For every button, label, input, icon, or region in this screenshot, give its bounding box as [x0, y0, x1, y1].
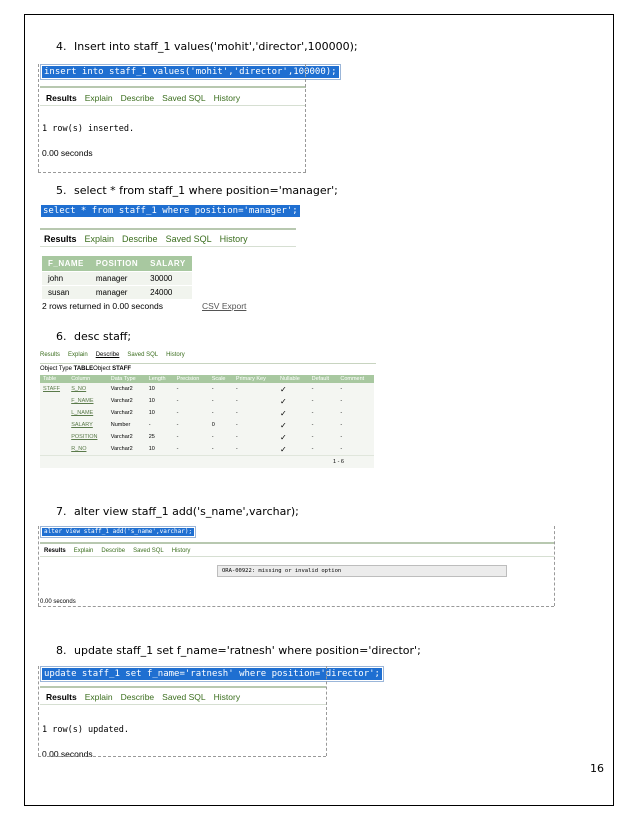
rows-summary: 2 rows returned in 0.00 seconds — [42, 301, 163, 311]
table-cell — [40, 431, 68, 443]
tab-history[interactable]: History — [219, 234, 248, 244]
table-cell — [40, 395, 68, 407]
table-cell: - — [233, 395, 277, 407]
nullable-check-icon: ✓ — [277, 419, 309, 431]
section-5-heading: 5. select * from staff_1 where position='manager'; — [56, 184, 338, 197]
table-cell: - — [233, 431, 277, 443]
table-cell: - — [209, 383, 233, 395]
table-cell: 10 — [146, 395, 174, 407]
row-range: 1 - 6 — [40, 455, 374, 468]
result-message: 1 row(s) inserted. — [42, 124, 135, 134]
table-row: john manager 30000 — [42, 272, 192, 286]
column-header[interactable]: Comment — [337, 375, 374, 383]
section-8-heading: 8. update staff_1 set f_name='ratnesh' where position='director'; — [56, 644, 421, 657]
table-cell: - — [309, 419, 338, 431]
editor-divider — [40, 228, 296, 230]
result-message: 1 row(s) updated. — [42, 725, 129, 735]
table-row — [40, 407, 374, 419]
table-cell: - — [309, 383, 338, 395]
tab-history[interactable]: History — [171, 548, 191, 554]
table-cell: Varchar2 — [108, 383, 146, 395]
results-table: F_NAME POSITION SALARY john manager 30000 susan manager 24000 — [42, 256, 192, 299]
table-row — [40, 383, 374, 395]
tab-describe[interactable]: Describe — [95, 352, 120, 358]
section-5-screenshot — [40, 204, 296, 313]
tab-results[interactable]: Results — [46, 93, 77, 103]
table-cell: - — [174, 443, 209, 455]
sql-editor[interactable]: insert into staff_1 values('mohit','director',100000); — [40, 64, 341, 80]
table-cell[interactable]: SALARY — [68, 419, 108, 431]
tab-results[interactable]: Results — [44, 548, 66, 554]
result-tabs — [46, 93, 306, 103]
nullable-check-icon: ✓ — [277, 395, 309, 407]
table-cell: - — [309, 431, 338, 443]
column-header[interactable]: Default — [309, 375, 338, 383]
table-cell: 10 — [146, 407, 174, 419]
tab-history[interactable]: History — [213, 93, 241, 103]
table-cell: - — [233, 443, 277, 455]
table-cell[interactable]: POSITION — [68, 431, 108, 443]
tab-explain[interactable]: Explain — [84, 234, 115, 244]
table-cell: - — [337, 407, 374, 419]
section-4-heading: 4. Insert into staff_1 values('mohit','director',100000); — [56, 40, 358, 53]
table-cell: Varchar2 — [108, 407, 146, 419]
column-header[interactable]: Precision — [174, 375, 209, 383]
tab-explain[interactable]: Explain — [73, 548, 94, 554]
table-cell: Number — [108, 419, 146, 431]
table-cell: - — [209, 443, 233, 455]
tab-saved-sql[interactable]: Saved SQL — [133, 548, 164, 554]
sql-editor[interactable]: alter view staff_1 add('s_name',varchar); — [40, 526, 196, 538]
csv-export-link[interactable]: CSV Export — [202, 301, 247, 311]
editor-divider — [40, 86, 306, 88]
column-header[interactable]: Length — [146, 375, 174, 383]
nullable-check-icon: ✓ — [277, 431, 309, 443]
timing: 0.00 seconds — [40, 599, 76, 605]
nullable-check-icon: ✓ — [277, 383, 309, 395]
describe-table — [40, 375, 374, 455]
result-tabs — [44, 548, 554, 554]
section-4-screenshot — [40, 64, 337, 158]
table-cell — [40, 407, 68, 419]
result-tabs — [46, 692, 326, 702]
table-cell: - — [174, 407, 209, 419]
tab-saved-sql[interactable]: Saved SQL — [162, 93, 206, 103]
editor-divider — [40, 542, 554, 544]
table-cell — [40, 443, 68, 455]
column-header[interactable]: Column — [68, 375, 108, 383]
table-row — [40, 443, 374, 455]
column-header[interactable]: Scale — [209, 375, 233, 383]
section-6-screenshot — [40, 352, 376, 468]
table-cell: - — [233, 407, 277, 419]
table-cell: 10 — [146, 383, 174, 395]
table-cell: Varchar2 — [108, 395, 146, 407]
page-number: 16 — [590, 762, 604, 775]
timing: 0.00 seconds — [42, 749, 93, 759]
sql-editor[interactable]: update staff_1 set f_name='ratnesh' where position='director'; — [40, 666, 384, 682]
table-cell: 0 — [209, 419, 233, 431]
table-cell: - — [337, 395, 374, 407]
table-cell: - — [233, 419, 277, 431]
table-cell: - — [337, 419, 374, 431]
table-cell: - — [309, 407, 338, 419]
section-6-heading: 6. desc staff; — [56, 330, 132, 343]
table-cell: - — [209, 407, 233, 419]
table-cell: - — [174, 431, 209, 443]
tab-describe[interactable]: Describe — [101, 548, 126, 554]
table-row: susan manager 24000 — [42, 286, 192, 300]
table-cell: 25 — [146, 431, 174, 443]
table-cell: - — [209, 395, 233, 407]
result-tabs — [40, 352, 376, 358]
table-cell: - — [309, 395, 338, 407]
editor-divider — [40, 686, 326, 688]
tab-explain[interactable]: Explain — [68, 352, 88, 358]
section-8-screenshot — [40, 666, 380, 759]
table-cell: - — [309, 443, 338, 455]
table-row — [40, 419, 374, 431]
table-cell: - — [337, 383, 374, 395]
tab-explain[interactable]: Explain — [84, 692, 113, 702]
table-cell: Varchar2 — [108, 431, 146, 443]
tab-saved-sql[interactable]: Saved SQL — [127, 352, 159, 358]
table-cell[interactable]: F_NAME — [68, 395, 108, 407]
table-cell: - — [174, 383, 209, 395]
table-cell — [40, 419, 68, 431]
column-header[interactable]: Table — [40, 375, 68, 383]
tab-describe[interactable]: Describe — [120, 692, 155, 702]
tab-saved-sql[interactable]: Saved SQL — [162, 692, 206, 702]
column-header[interactable]: Data Type — [108, 375, 146, 383]
tab-results[interactable]: Results — [44, 234, 77, 244]
timing: 0.00 seconds — [42, 148, 93, 158]
table-cell: - — [337, 443, 374, 455]
tab-results[interactable]: Results — [40, 352, 61, 358]
error-message: ORA-00922: missing or invalid option — [217, 565, 507, 577]
table-cell[interactable]: L_NAME — [68, 407, 108, 419]
tab-history[interactable]: History — [166, 352, 185, 358]
tab-describe[interactable]: Describe — [120, 93, 155, 103]
table-cell[interactable]: R_NO — [68, 443, 108, 455]
object-info: Object Type TABLEObject STAFF — [40, 366, 132, 372]
table-cell[interactable]: S_NO — [68, 383, 108, 395]
tab-history[interactable]: History — [213, 692, 241, 702]
column-header[interactable]: Nullable — [277, 375, 309, 383]
table-cell[interactable]: STAFF — [40, 383, 68, 395]
table-cell: - — [146, 419, 174, 431]
nullable-check-icon: ✓ — [277, 443, 309, 455]
tab-results[interactable]: Results — [46, 692, 77, 702]
table-cell: - — [174, 395, 209, 407]
table-cell: 10 — [146, 443, 174, 455]
column-header[interactable]: Primary Key — [233, 375, 277, 383]
section-7-heading: 7. alter view staff_1 add('s_name',varchar); — [56, 505, 299, 518]
nullable-check-icon: ✓ — [277, 407, 309, 419]
sql-editor[interactable]: select * from staff_1 where position='manager'; — [43, 206, 298, 216]
tab-saved-sql[interactable]: Saved SQL — [165, 234, 212, 244]
table-cell: - — [209, 431, 233, 443]
table-row — [40, 395, 374, 407]
table-cell: - — [337, 431, 374, 443]
table-row — [40, 431, 374, 443]
table-cell: Varchar2 — [108, 443, 146, 455]
tab-describe[interactable]: Describe — [122, 234, 158, 244]
table-cell: - — [174, 419, 209, 431]
tab-explain[interactable]: Explain — [84, 93, 113, 103]
result-tabs — [44, 234, 296, 244]
table-cell: - — [233, 383, 277, 395]
